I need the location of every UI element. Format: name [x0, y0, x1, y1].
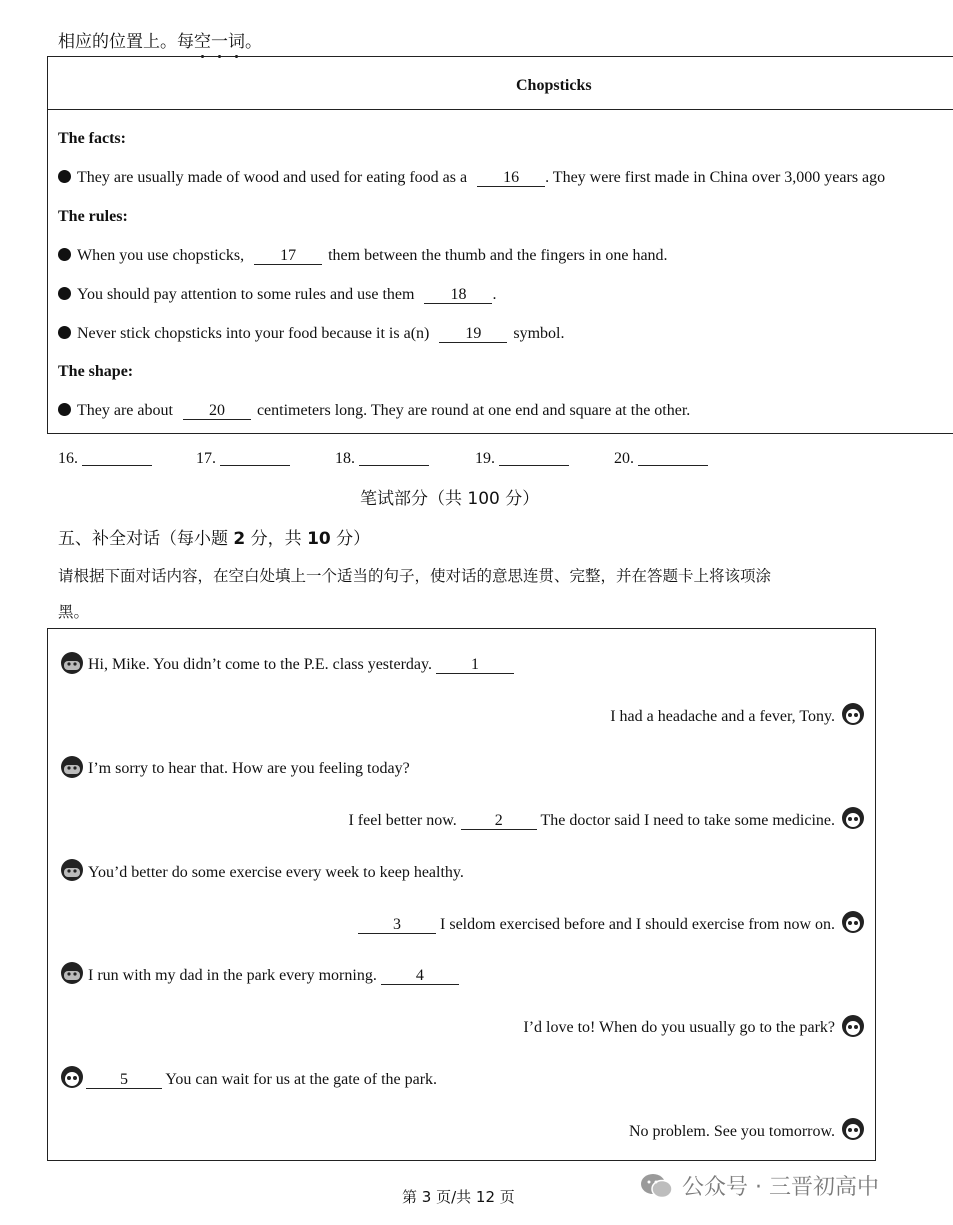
answer-17-label: 17.: [196, 450, 216, 467]
blank-3: 3: [358, 917, 436, 934]
bullet-icon: [58, 287, 71, 300]
shape-heading: The shape:: [58, 363, 134, 380]
blank-20: 20: [183, 403, 251, 420]
intro-dotted-2: 一: [211, 27, 228, 52]
speaker-tony-icon: [60, 961, 84, 985]
dialogue-4-before: I feel better now.: [348, 812, 457, 829]
fact-1-after: . They were first made in China over 3,000 years ago: [545, 169, 886, 186]
section-score-2: 10: [307, 529, 331, 549]
bullet-icon: [58, 248, 71, 261]
answer-17[interactable]: [196, 450, 290, 468]
dialogue-line-8: I’d love to! When do you usually go to the park?: [523, 1019, 835, 1036]
speaker-mike-icon: [841, 806, 865, 830]
dialogue-6-after: I seldom exercised before and I should exercise from now on.: [440, 916, 835, 933]
dialogue-line-7: [88, 967, 459, 985]
dialogue-line-9: [86, 1071, 437, 1089]
answer-19[interactable]: [475, 450, 569, 468]
rule-3: [58, 325, 564, 343]
answer-17-line: [220, 451, 290, 466]
rule-1-after: them between the thumb and the fingers in one hand.: [328, 247, 668, 264]
bullet-icon: [58, 170, 71, 183]
rule-1-text: When you use chopsticks,: [77, 247, 245, 264]
speaker-tony-icon: [60, 1065, 84, 1089]
intro-dotted-3: 词: [228, 27, 245, 52]
answer-19-line: [499, 451, 569, 466]
bullet-icon: [58, 403, 71, 416]
blank-18: 18: [424, 287, 492, 304]
dialogue-9-after: You can wait for us at the gate of the park.: [165, 1071, 438, 1088]
speaker-mike-icon: [841, 702, 865, 726]
dialogue-line-2: I had a headache and a fever, Tony.: [610, 708, 835, 725]
answer-20-label: 20.: [614, 450, 634, 467]
dialogue-line-3: I’m sorry to hear that. How are you feeling today?: [88, 760, 410, 777]
answer-16-label: 16.: [58, 450, 78, 467]
section-title-c: 分）: [330, 529, 371, 549]
shape-1-after: centimeters long. They are round at one end and square at the other.: [256, 402, 691, 419]
dialogue-7-text: I run with my dad in the park every morning.: [88, 967, 377, 984]
blank-1: 1: [436, 657, 514, 674]
chopsticks-notes-box: [47, 56, 953, 434]
facts-heading: The facts:: [58, 130, 126, 147]
dialogue-4-after: The doctor said I need to take some medicine.: [540, 812, 835, 829]
answer-18[interactable]: [335, 450, 429, 468]
blank-16: 16: [477, 170, 545, 187]
blank-2: 2: [461, 813, 537, 830]
answer-18-label: 18.: [335, 450, 355, 467]
rule-3-text: Never stick chopsticks into your food because it is a(n): [77, 325, 430, 342]
dialogue-line-1: [88, 656, 514, 674]
rule-2-text: You should pay attention to some rules and use them: [77, 286, 415, 303]
speaker-mike-icon: [841, 1117, 865, 1141]
instruction-line-2: 黑。: [58, 603, 90, 621]
speaker-tony-icon: [60, 858, 84, 882]
answer-16[interactable]: [58, 450, 152, 468]
blank-19: 19: [439, 326, 507, 343]
wechat-icon: [640, 1172, 674, 1200]
intro-prefix: 相应的位置上。每: [58, 32, 194, 52]
answer-20[interactable]: [614, 450, 708, 468]
answer-20-line: [638, 451, 708, 466]
section-title-a: 五、补全对话（每小题: [58, 529, 234, 549]
shape-1-text: They are about: [77, 402, 173, 419]
speaker-mike-icon: [841, 1014, 865, 1038]
answer-18-line: [359, 451, 429, 466]
dialogue-line-6: [358, 916, 835, 934]
fact-1: [58, 169, 885, 187]
instruction-line-1: 请根据下面对话内容，在空白处填上一个适当的句子，使对话的意思连贯、完整，并在答题卡上将该项涂: [58, 567, 772, 585]
notes-title: Chopsticks: [516, 77, 592, 94]
dialogue-line-10: No problem. See you tomorrow.: [628, 1123, 835, 1140]
speaker-tony-icon: [60, 651, 84, 675]
blank-17: 17: [254, 248, 322, 265]
rule-2: [58, 286, 496, 304]
intro-line: [58, 27, 262, 52]
answer-16-line: [82, 451, 152, 466]
notes-title-row: [48, 57, 953, 110]
section-title-b: 分，共: [245, 529, 308, 549]
rule-2-after: .: [492, 286, 497, 303]
rule-3-after: symbol.: [513, 325, 565, 342]
intro-suffix: 。: [245, 32, 262, 52]
watermark: [640, 1170, 879, 1201]
shape-1: [58, 402, 690, 420]
page-footer: 第 3 页/共 12 页: [402, 1188, 515, 1206]
section-subtitle: 笔试部分（共 100 分）: [360, 489, 540, 509]
section-title: [58, 524, 370, 549]
bullet-icon: [58, 326, 71, 339]
dialogue-1-text: Hi, Mike. You didn’t come to the P.E. class yesterday.: [88, 656, 432, 673]
speaker-tony-icon: [60, 755, 84, 779]
speaker-mike-icon: [841, 910, 865, 934]
answer-19-label: 19.: [475, 450, 495, 467]
dialogue-line-5: You’d better do some exercise every week to keep healthy.: [88, 864, 464, 881]
rule-1: [58, 247, 668, 265]
section-score-1: 2: [233, 529, 246, 549]
dialogue-box: [47, 628, 876, 1161]
blank-5: 5: [86, 1072, 162, 1089]
rules-heading: The rules:: [58, 208, 128, 225]
fact-1-text: They are usually made of wood and used for eating food as a: [77, 169, 468, 186]
blank-4: 4: [381, 968, 459, 985]
intro-dotted-1: 空: [194, 27, 211, 52]
watermark-text: 公众号 · 三晋初高中: [682, 1175, 879, 1200]
dialogue-line-4: [348, 812, 835, 830]
